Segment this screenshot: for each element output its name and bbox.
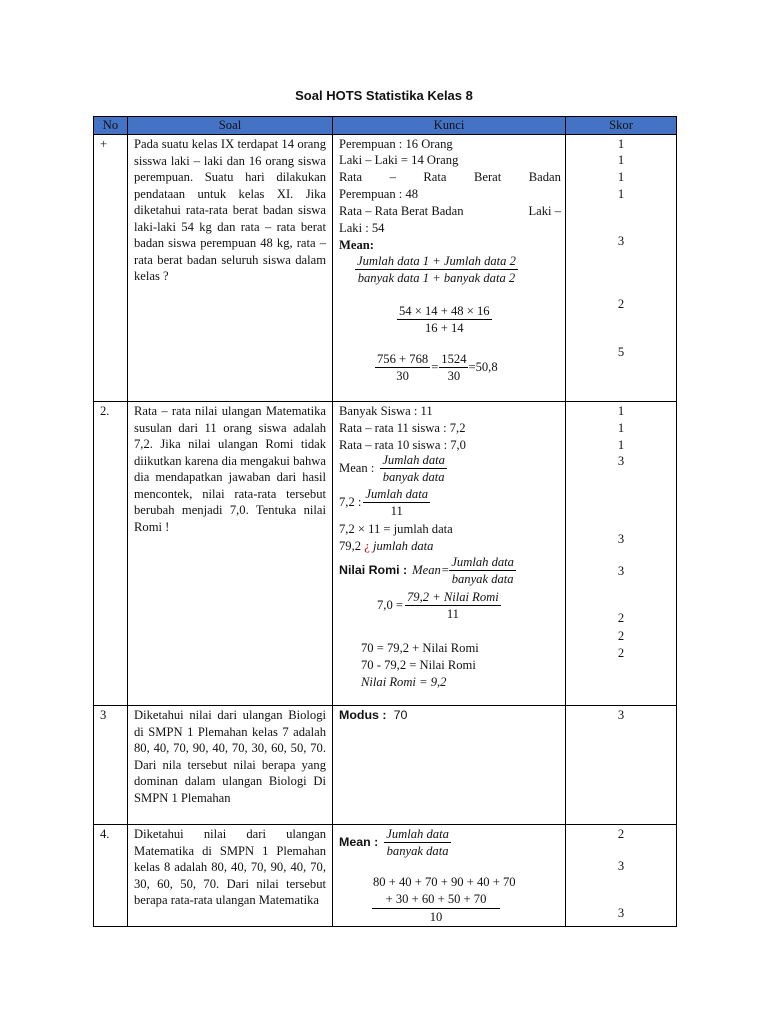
question-table	[93, 116, 677, 927]
key-word: –	[389, 170, 396, 184]
modus-label: Modus :	[339, 708, 387, 722]
score-value: 1	[617, 438, 625, 452]
sum-line: 80 + 40 + 70 + 90 + 40 + 70	[373, 875, 516, 889]
key-line	[339, 203, 561, 220]
fraction	[363, 486, 430, 519]
question-cell	[128, 706, 333, 825]
row-number: 3	[94, 706, 128, 825]
fraction-denominator: 11	[446, 607, 459, 621]
sum-line: + 30 + 60 + 50 + 70	[372, 891, 500, 909]
result-formula: $\frac{756 + 768}{30}$ = $\frac{1524}{30}$ =50,8	[377, 352, 498, 383]
question-cell	[128, 825, 333, 927]
key-line: Rata – rata 11 siswa : 7,2	[339, 421, 466, 435]
question-cell	[128, 402, 333, 706]
fraction-denominator: 30	[447, 369, 461, 383]
header-soal: Soal	[128, 117, 333, 135]
key-line: Laki – Laki = 14 Orang	[339, 153, 459, 167]
fraction-denominator: banyak data	[386, 844, 449, 858]
fraction-numerator: Jumlah data	[365, 487, 429, 501]
key-line: 70 - 79,2 = Nilai Romi	[361, 658, 476, 672]
score-value: 1	[617, 170, 625, 184]
row-number: +	[94, 135, 128, 402]
modus-value: 70	[393, 708, 408, 722]
row-number: 2.	[94, 402, 128, 706]
key-line: Rata – rata 10 siswa : 7,0	[339, 438, 466, 452]
mean-formula	[355, 253, 518, 286]
fraction	[384, 826, 451, 859]
question-text: Pada suatu kelas IX terdapat 14 orang sisswa laki – laki dan 16 orang siswa perempuan. Suatu hari dilakukan pendataan untuk kelas XI. Jika diketahui rata-rata berat badan siswa laki-laki 54 kg dan rata – rata berat badan siswa perempuan 48 kg, rata – rata berat badan seluruh siswa dalam kelas ?	[134, 137, 326, 283]
key-line: Laki : 54	[339, 221, 385, 235]
key-line	[339, 169, 561, 186]
score-value: 3	[617, 564, 625, 578]
table-header-row	[94, 117, 677, 135]
key-word: Rata	[339, 170, 363, 184]
modus-line	[339, 707, 407, 724]
mean-formula	[339, 452, 447, 485]
score-value: 3	[617, 234, 625, 248]
key-line	[339, 538, 433, 555]
fraction-denominator: 11	[390, 504, 403, 518]
equation-part: jumlah data	[372, 539, 434, 553]
equation-label: 7,2 :	[339, 495, 362, 510]
score-value: 2	[617, 827, 625, 841]
fraction	[375, 351, 430, 384]
fraction-denominator: 16 + 14	[424, 321, 464, 335]
score-value: 1	[617, 404, 625, 418]
score-value: 1	[617, 187, 625, 201]
mean-formula	[339, 826, 451, 859]
substitution-formula	[397, 303, 492, 336]
fraction	[405, 589, 501, 622]
key-word: Rata	[423, 170, 447, 184]
result-value: =50,8	[468, 360, 498, 375]
row-number: 4.	[94, 825, 128, 927]
fraction-numerator: 1524	[441, 352, 467, 366]
fraction-numerator: 756 + 768	[377, 352, 429, 366]
mean-label: Mean :	[339, 835, 379, 850]
page-title: Soal HOTS Statistika Kelas 8	[295, 88, 473, 103]
fraction	[449, 554, 516, 587]
score-cell	[566, 402, 677, 706]
score-value: 1	[617, 137, 625, 151]
fraction	[439, 351, 468, 384]
equation-part: 79,2	[339, 539, 362, 553]
key-word: Laki –	[528, 204, 561, 218]
score-value: 2	[617, 646, 625, 660]
fraction	[380, 452, 447, 485]
fraction	[397, 303, 492, 336]
nilai-romi-label: Nilai Romi :	[339, 563, 408, 578]
header-kunci: Kunci	[333, 117, 566, 135]
score-value: 1	[617, 153, 625, 167]
fraction-numerator: Jumlah data	[382, 453, 445, 467]
score-value: 1	[617, 421, 625, 435]
table-row	[94, 825, 677, 927]
key-line: Nilai Romi = 9,2	[361, 675, 447, 689]
score-cell	[566, 135, 677, 402]
key-line: Banyak Siswa : 11	[339, 404, 433, 418]
score-value: 3	[617, 708, 625, 722]
answer-key-cell	[333, 402, 566, 706]
score-value: 5	[617, 345, 625, 359]
key-line: 7,2 × 11 = jumlah data	[339, 522, 453, 536]
table-row	[94, 135, 677, 402]
score-cell	[566, 825, 677, 927]
table-row	[94, 402, 677, 706]
fraction-denominator: banyak data	[451, 572, 514, 586]
key-word: Berat	[473, 170, 502, 184]
score-value: 3	[617, 859, 625, 873]
mean-label: Mean :	[339, 461, 375, 476]
equation-line	[339, 486, 430, 519]
key-word: Rata – Rata Berat Badan	[339, 204, 464, 218]
fraction-numerator: Jumlah data 1 + Jumlah data 2	[357, 254, 516, 268]
equation-label: 7,0 =	[377, 598, 403, 613]
table-row	[94, 706, 677, 825]
key-line: Perempuan : 16 Orang	[339, 137, 453, 151]
fraction-denominator: banyak data 1 + banyak data 2	[357, 271, 516, 285]
score-value: 3	[617, 454, 625, 468]
answer-key-cell	[333, 706, 566, 825]
question-text: Diketahui nilai dari ulangan Biologi di SMPN 1 Plemahan kelas 7 adalah 80, 40, 70, 90, 40, 70, 30, 60, 50, 70. Dari nila tersebut nilai berapa yang dominan dalam ulangan Biologi Di SMPN 1 Plemahan	[134, 708, 326, 805]
header-no: No	[94, 117, 128, 135]
fraction-denominator: 30	[396, 369, 409, 383]
answer-key-cell	[333, 135, 566, 402]
key-line: 70 = 79,2 + Nilai Romi	[361, 641, 479, 655]
question-text: Diketahui nilai dari ulangan Matematika di SMPN 1 Plemahan kelas 8 adalah 80, 40, 70, 90, 40, 70, 30, 60, 50, 70. Dari nilai tersebut berapa rata-rata ulangan Matematika	[134, 827, 326, 907]
score-cell	[566, 706, 677, 825]
fraction-numerator: 54 × 14 + 48 × 16	[399, 304, 490, 318]
header-skor: Skor	[566, 117, 677, 135]
equation-symbol: ¿	[364, 539, 370, 553]
score-value: 2	[617, 629, 625, 643]
fraction-numerator: 79,2 + Nilai Romi	[407, 590, 499, 604]
question-text: Rata – rata nilai ulangan Matematika susulan dari 11 orang siswa adalah 7,2. Jika nilai ulangan Romi tidak diikutkan karena dia mengakui bahwa dia mendapatkan jawaban dari hasil mencontek, nilai rata-rata tersebut berubah menjadi 7,0. Tentuka nilai Romi !	[134, 404, 326, 534]
score-value: 3	[617, 532, 625, 546]
score-value: 2	[617, 297, 625, 311]
equation-line	[377, 589, 501, 622]
mean-label: Mean:	[339, 238, 374, 252]
nilai-romi-formula	[339, 554, 516, 587]
key-word: Badan	[528, 170, 561, 184]
fraction-numerator: Jumlah data	[386, 827, 449, 841]
fraction-numerator: Jumlah data	[451, 555, 514, 569]
score-value: 3	[617, 906, 625, 920]
score-value: 2	[617, 611, 625, 625]
question-cell	[128, 135, 333, 402]
key-line: Perempuan : 48	[339, 187, 419, 201]
fraction	[355, 253, 518, 286]
mean-label: Mean=	[412, 563, 450, 578]
divisor: 10	[429, 910, 443, 924]
answer-key-cell	[333, 825, 566, 927]
fraction-denominator: banyak data	[382, 470, 445, 484]
